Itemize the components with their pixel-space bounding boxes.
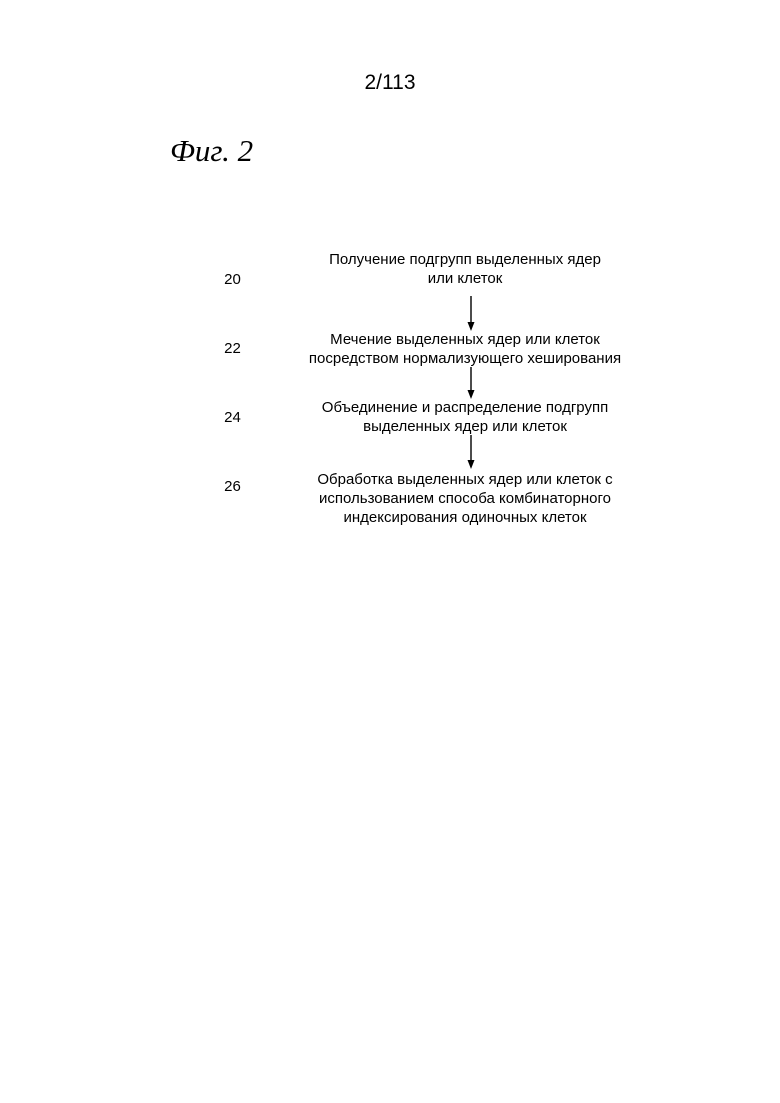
- arrow-22-to-24: [468, 367, 475, 399]
- step-26-ref: 26: [205, 478, 260, 496]
- flow-arrows: [0, 0, 780, 1103]
- step-24-ref: 24: [205, 409, 260, 427]
- step-22-ref: 22: [205, 340, 260, 358]
- step-26-text: Обработка выделенных ядер или клеток с использованием способа комбинаторного индексирования одиночных клеток: [265, 470, 665, 527]
- arrow-20-to-22: [468, 296, 475, 331]
- figure-title: Фиг. 2: [170, 132, 253, 170]
- step-20-ref: 20: [205, 271, 260, 289]
- page-number: 2/113: [0, 70, 780, 96]
- step-20-text: Получение подгрупп выделенных ядер или клеток: [265, 250, 665, 288]
- arrow-24-to-26: [468, 435, 475, 469]
- step-22-text: Мечение выделенных ядер или клеток посредством нормализующего хеширования: [265, 330, 665, 368]
- step-24-text: Объединение и распределение подгрупп выделенных ядер или клеток: [265, 398, 665, 436]
